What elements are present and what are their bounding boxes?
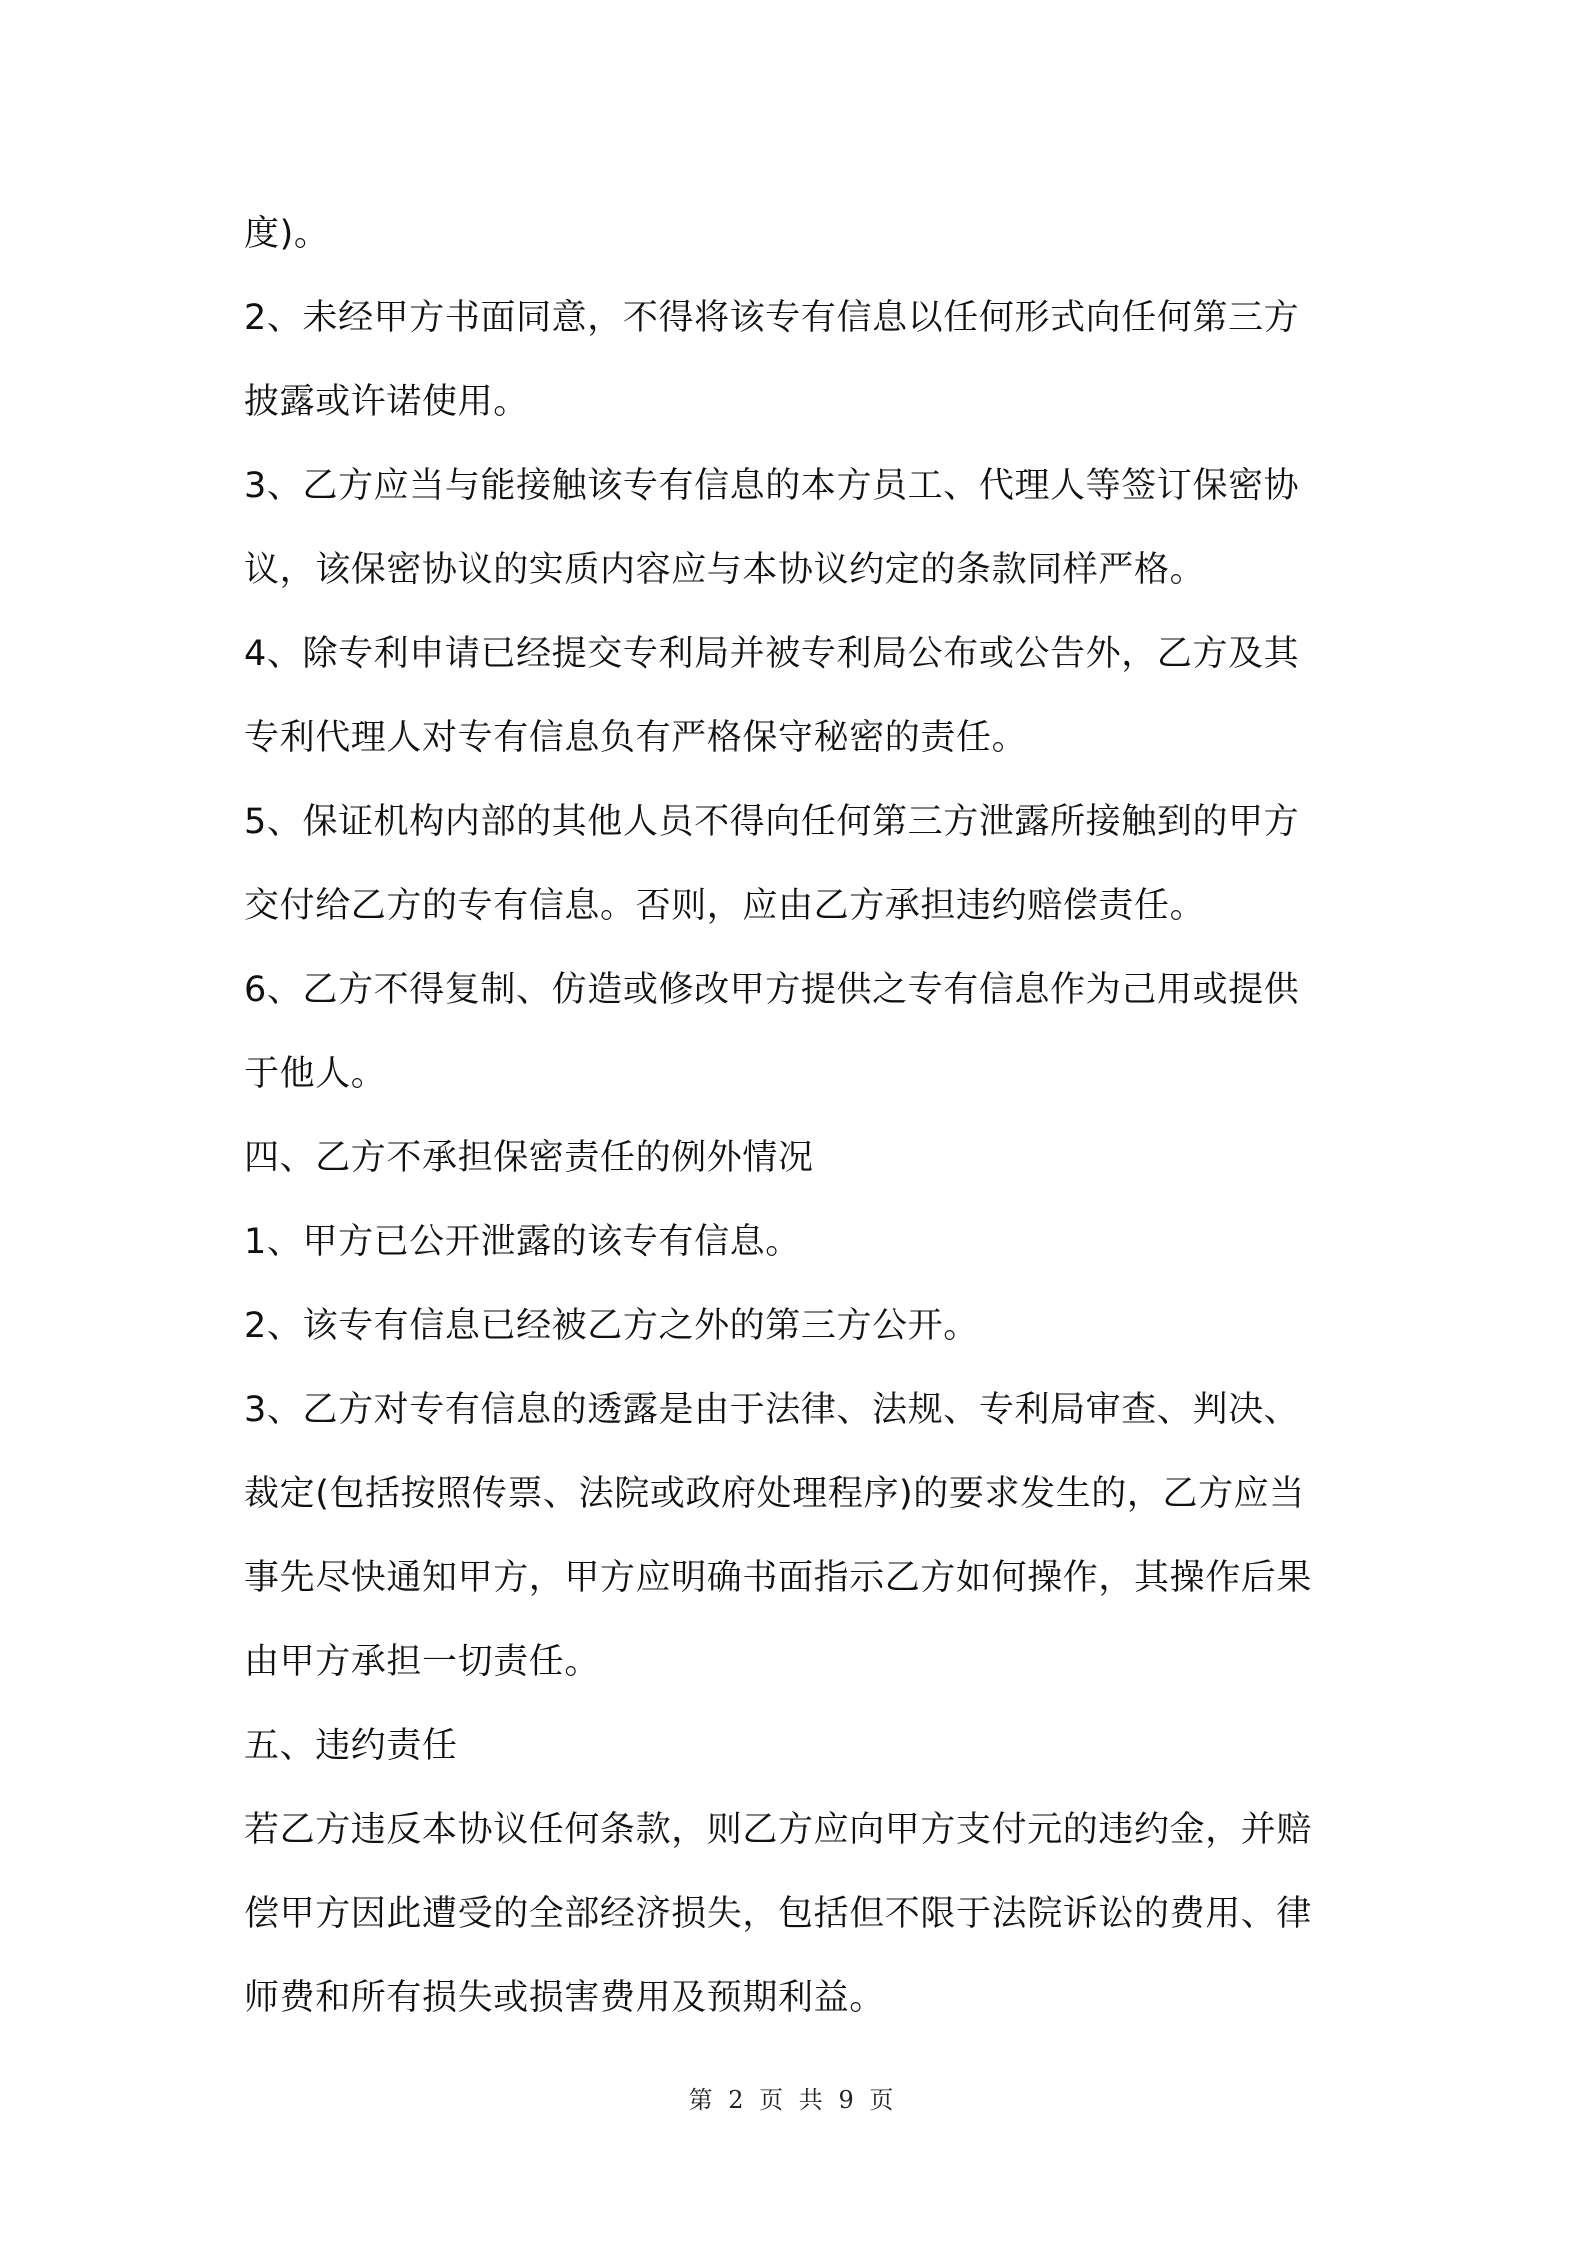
text-line: 披露或许诺使用。	[244, 382, 529, 422]
text-line: 由甲方承担一切责任。	[244, 1642, 601, 1682]
text-line: 事先尽快通知甲方，甲方应明确书面指示乙方如何操作，其操作后果	[244, 1558, 1313, 1598]
section-heading: 四、乙方不承担保密责任的例外情况	[244, 1138, 814, 1178]
text-line: 师费和所有损失或损害费用及预期利益。	[244, 1978, 885, 2018]
text-line: 裁定(包括按照传票、法院或政府处理程序)的要求发生的，乙方应当	[244, 1474, 1305, 1514]
text-line: 1、甲方已公开泄露的该专有信息。	[244, 1222, 801, 1262]
section-heading: 五、违约责任	[244, 1726, 458, 1766]
text-line: 议，该保密协议的实质内容应与本协议约定的条款同样严格。	[244, 550, 1206, 590]
text-line: 度)。	[244, 214, 330, 254]
document-body	[244, 192, 1354, 2040]
text-line: 3、乙方对专有信息的透露是由于法律、法规、专利局审查、判决、	[244, 1390, 1300, 1430]
text-line: 4、除专利申请已经提交专利局并被专利局公布或公告外，乙方及其	[244, 634, 1300, 674]
page-number-footer: 第 2 页 共 9 页	[688, 2086, 898, 2114]
text-line: 若乙方违反本协议任何条款，则乙方应向甲方支付元的违约金，并赔	[244, 1810, 1313, 1850]
text-line: 交付给乙方的专有信息。否则，应由乙方承担违约赔偿责任。	[244, 886, 1206, 926]
text-line: 6、乙方不得复制、仿造或修改甲方提供之专有信息作为己用或提供	[244, 970, 1300, 1010]
text-line: 2、该专有信息已经被乙方之外的第三方公开。	[244, 1306, 979, 1346]
text-line: 3、乙方应当与能接触该专有信息的本方员工、代理人等签订保密协	[244, 466, 1300, 506]
text-line: 于他人。	[244, 1054, 387, 1094]
text-line: 2、未经甲方书面同意，不得将该专有信息以任何形式向任何第三方	[244, 298, 1300, 338]
text-line: 偿甲方因此遭受的全部经济损失，包括但不限于法院诉讼的费用、律	[244, 1894, 1313, 1934]
text-line: 专利代理人对专有信息负有严格保守秘密的责任。	[244, 718, 1028, 758]
text-line: 5、保证机构内部的其他人员不得向任何第三方泄露所接触到的甲方	[244, 802, 1300, 842]
